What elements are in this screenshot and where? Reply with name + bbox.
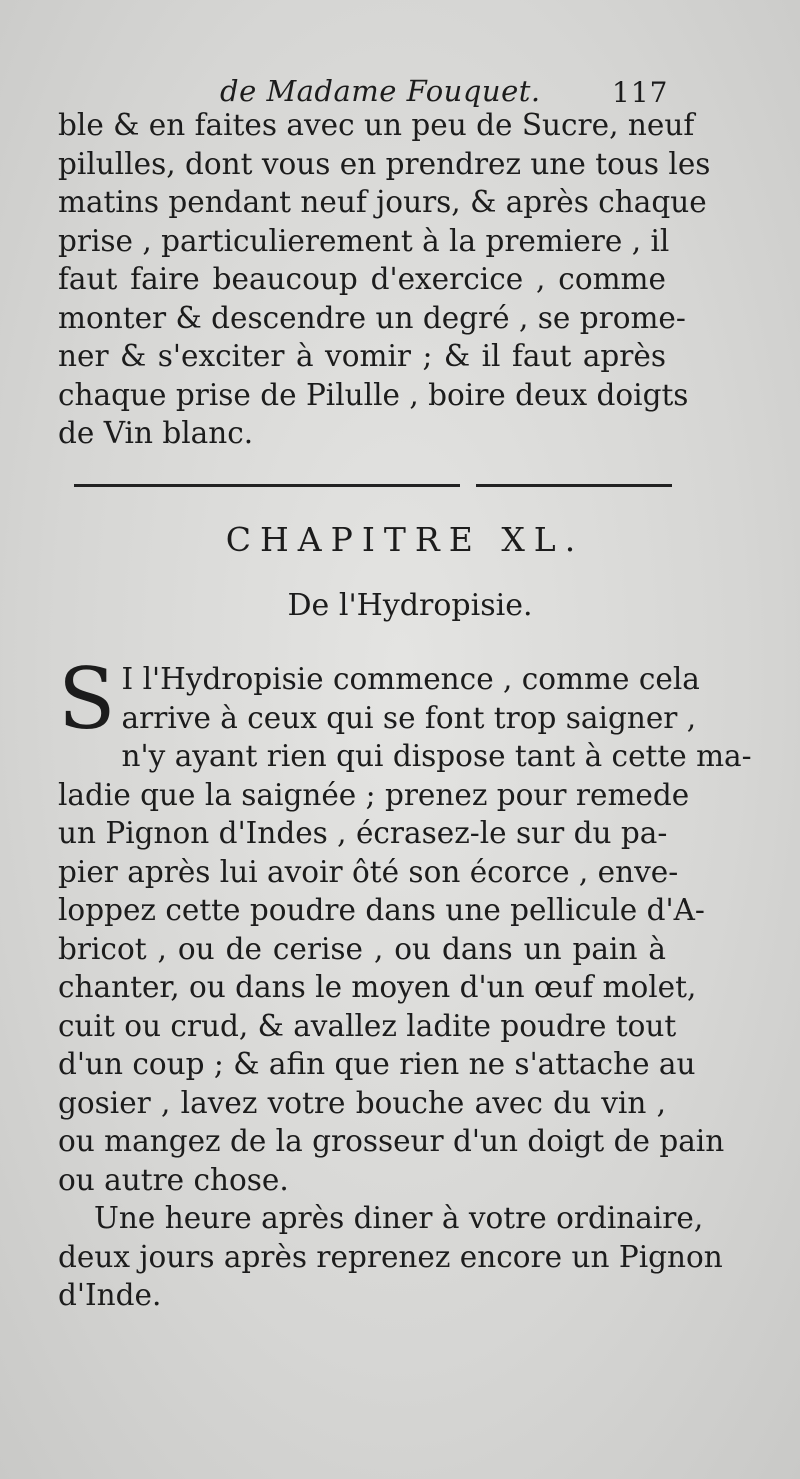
- text-line: deux jours après reprenez encore un Pignon: [58, 1239, 723, 1274]
- text-line: cuit ou crud, & avallez ladite poudre tout: [58, 1008, 677, 1043]
- text-line: bricot , ou de cerise , ou dans un pain à: [58, 931, 666, 966]
- continuation-paragraph: [58, 106, 711, 453]
- text-line: loppez cette poudre dans une pellicule d'A-: [58, 893, 705, 927]
- text-line: ou autre chose.: [58, 1162, 289, 1197]
- text-line: faut faire beaucoup d'exercice , comme: [58, 262, 666, 296]
- running-head: de Madame Fouquet.: [220, 74, 541, 108]
- text-line: pier après lui avoir ôté son écorce , enve-: [58, 854, 679, 889]
- page-number: 117: [612, 76, 669, 109]
- text-line: ner & s'exciter à vomir ; & il faut après: [58, 339, 666, 373]
- drop-capital: S: [58, 650, 116, 748]
- text-line: gosier , lavez votre bouche avec du vin ,: [58, 1085, 666, 1120]
- text-line: ou mangez de la grosseur d'un doigt de pain: [58, 1124, 725, 1158]
- text-line: prise , particulierement à la premiere , il: [58, 223, 670, 258]
- chapter-title: CHAPITRE XL.: [225, 520, 585, 559]
- body-text: [58, 650, 752, 1315]
- text-line: chaque prise de Pilulle , boire deux doigts: [58, 377, 689, 412]
- text-line: n'y ayant rien qui dispose tant à cette ma-: [121, 739, 752, 773]
- text-line: d'Inde.: [58, 1278, 162, 1312]
- paragraph-2: [58, 1199, 723, 1315]
- text-line: ble & en faites avec un peu de Sucre, neuf: [58, 108, 695, 142]
- text-line: arrive à ceux qui se font trop saigner ,: [121, 700, 697, 735]
- text-line: ladie que la saignée ; prenez pour remede: [58, 777, 690, 812]
- text-line: matins pendant neuf jours, & après chaque: [58, 185, 707, 219]
- text-line: I l'Hydropisie commence , comme cela: [121, 662, 700, 696]
- paragraph-1: [58, 650, 752, 1199]
- text-line: de Vin blanc.: [58, 416, 254, 450]
- text-line: Une heure après diner à votre ordinaire,: [94, 1201, 704, 1235]
- text-line: chanter, ou dans le moyen d'un œuf molet,: [58, 970, 697, 1004]
- text-line: un Pignon d'Indes , écrasez-le sur du pa-: [58, 816, 668, 850]
- separator-rule: [74, 484, 460, 487]
- chapter-subtitle: De l'Hydropisie.: [287, 588, 533, 623]
- text-line: pilulles, dont vous en prendrez une tous les: [58, 146, 711, 181]
- text-line: d'un coup ; & afin que rien ne s'attache au: [58, 1047, 696, 1081]
- text-line: monter & descendre un degré , se prome-: [58, 300, 686, 335]
- separator-rule: [476, 484, 672, 487]
